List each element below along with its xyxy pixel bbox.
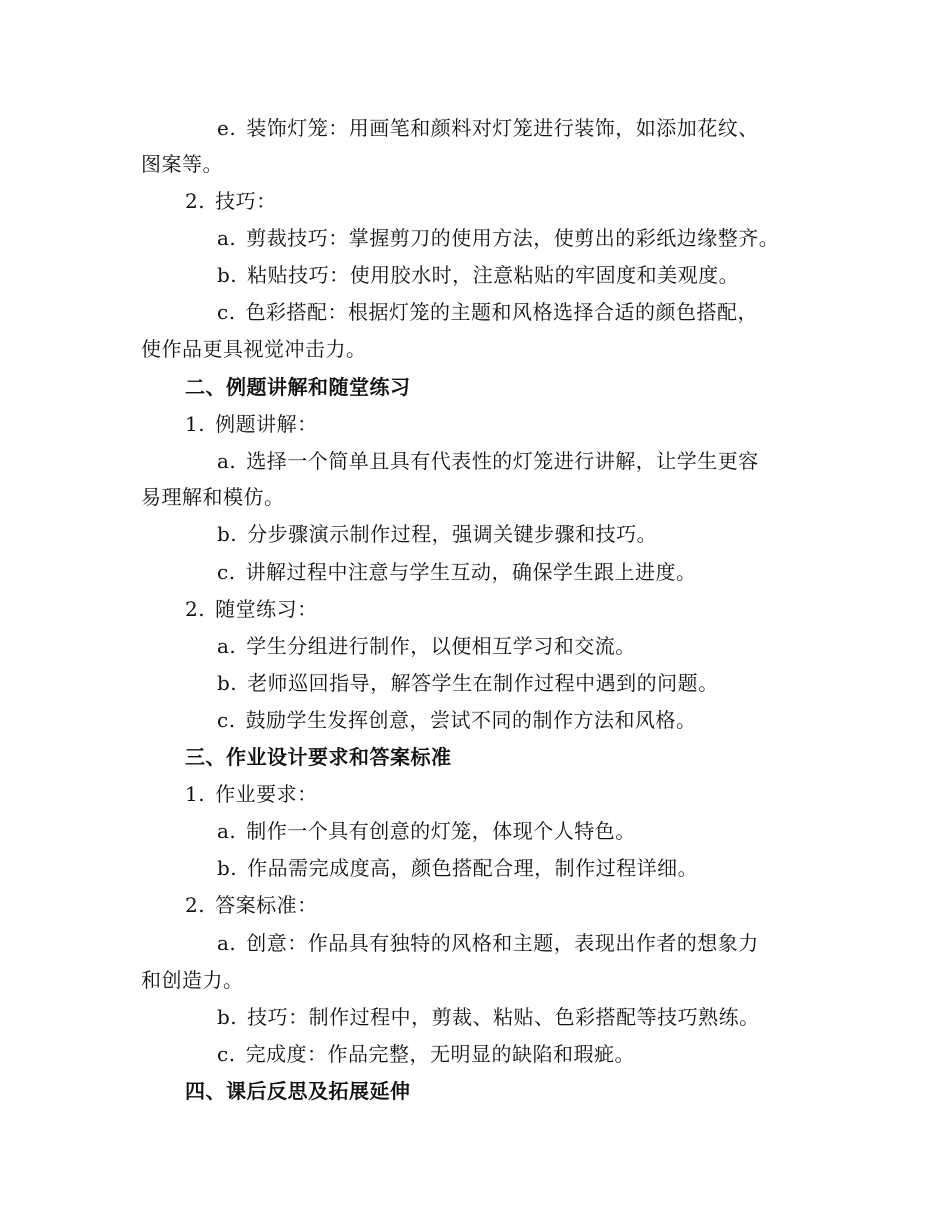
list-item xyxy=(217,298,758,326)
item-text: 制作一个具有创意的灯笼，体现个人特色。 xyxy=(246,819,636,843)
section-heading: 二、例题讲解和随堂练习 xyxy=(185,375,411,399)
item-marker: 1. xyxy=(185,412,206,436)
list-item xyxy=(217,447,759,475)
item-text: 分步骤演示制作过程，强调关键步骤和技巧。 xyxy=(247,522,658,546)
continuation-line: 易理解和模仿。 xyxy=(141,485,285,509)
continuation-line: 和创造力。 xyxy=(141,968,244,992)
item-marker: c. xyxy=(217,560,236,584)
item-marker: c. xyxy=(217,1042,236,1066)
item-text: 技巧： xyxy=(215,189,277,213)
item-text: 鼓励学生发挥创意，尝试不同的制作方法和风格。 xyxy=(245,708,697,732)
item-text: 例题讲解： xyxy=(215,412,318,436)
continuation-line: 图案等。 xyxy=(141,152,223,176)
item-text: 创意：作品具有独特的风格和主题，表现出作者的想象力 xyxy=(246,931,759,955)
list-item xyxy=(217,632,636,660)
item-marker: 2. xyxy=(185,893,206,917)
item-text: 粘贴技巧：使用胶水时，注意粘贴的牢固度和美观度。 xyxy=(247,263,740,287)
item-text: 讲解过程中注意与学生互动，确保学生跟上进度。 xyxy=(245,560,697,584)
item-text: 选择一个简单且具有代表性的灯笼进行讲解，让学生更容 xyxy=(246,449,759,473)
item-marker: b. xyxy=(217,671,238,695)
item-marker: b. xyxy=(217,522,238,546)
list-item xyxy=(217,520,657,548)
list-item xyxy=(217,929,759,957)
list-item xyxy=(185,410,318,438)
item-text: 装饰灯笼：用画笔和颜料对灯笼进行装饰，如添加花纹、 xyxy=(246,116,759,140)
list-item xyxy=(217,669,719,697)
section-heading: 三、作业设计要求和答案标准 xyxy=(185,745,452,769)
item-text: 剪裁技巧：掌握剪刀的使用方法，使剪出的彩纸边缘整齐。 xyxy=(246,226,780,250)
item-text: 学生分组进行制作，以便相互学习和交流。 xyxy=(246,634,636,658)
item-text: 色彩搭配：根据灯笼的主题和风格选择合适的颜色搭配， xyxy=(245,300,759,324)
item-marker: 1. xyxy=(185,782,206,806)
list-item xyxy=(217,1003,760,1031)
item-text: 作业要求： xyxy=(215,782,318,806)
item-marker: 2. xyxy=(185,597,206,621)
item-marker: b. xyxy=(217,263,238,287)
item-marker: a. xyxy=(217,634,237,658)
item-marker: c. xyxy=(217,708,236,732)
item-marker: b. xyxy=(217,1005,238,1029)
list-item xyxy=(185,595,318,623)
list-item xyxy=(217,1040,635,1068)
item-marker: a. xyxy=(217,819,237,843)
item-marker: c. xyxy=(217,300,236,324)
item-text: 答案标准： xyxy=(215,893,318,917)
item-marker: e. xyxy=(217,116,237,140)
item-marker: 2. xyxy=(185,189,206,213)
item-marker: b. xyxy=(217,856,238,880)
item-text: 技巧：制作过程中，剪裁、粘贴、色彩搭配等技巧熟练。 xyxy=(247,1005,760,1029)
list-item xyxy=(185,187,277,215)
list-item xyxy=(217,558,697,586)
list-item xyxy=(185,891,318,919)
list-item xyxy=(217,224,779,252)
item-text: 老师巡回指导，解答学生在制作过程中遇到的问题。 xyxy=(247,671,719,695)
list-item xyxy=(217,706,697,734)
list-item xyxy=(217,114,759,142)
section-heading: 四、课后反思及拓展延伸 xyxy=(185,1079,411,1103)
item-text: 作品需完成度高，颜色搭配合理，制作过程详细。 xyxy=(247,856,699,880)
item-text: 随堂练习： xyxy=(215,597,318,621)
item-marker: a. xyxy=(217,226,237,250)
continuation-line: 使作品更具视觉冲击力。 xyxy=(141,337,367,361)
item-text: 完成度：作品完整，无明显的缺陷和瑕疵。 xyxy=(245,1042,636,1066)
list-item xyxy=(217,817,636,845)
item-marker: a. xyxy=(217,931,237,955)
list-item xyxy=(217,854,698,882)
list-item xyxy=(217,261,739,289)
item-marker: a. xyxy=(217,449,237,473)
list-item xyxy=(185,780,318,808)
